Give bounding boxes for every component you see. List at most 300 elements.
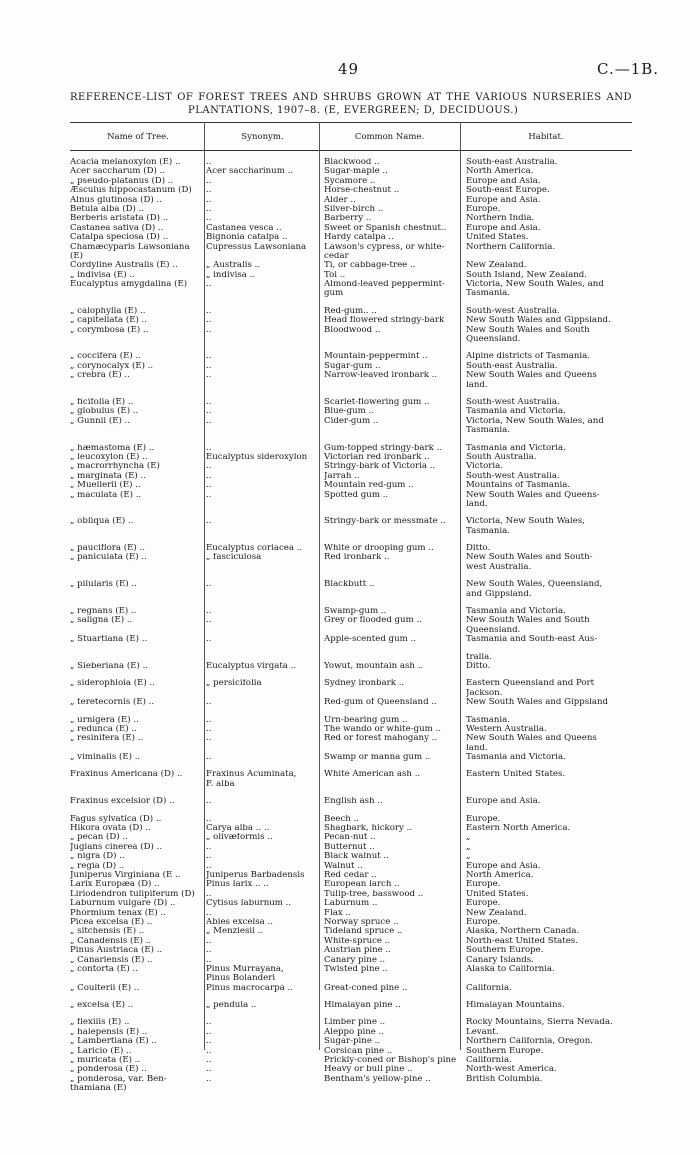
- habitat-cell: New South Wales and South: [466, 325, 590, 335]
- table-row: [0, 946, 700, 955]
- common-name-cell: Limber pine ..: [324, 1018, 386, 1028]
- table-row: [0, 956, 700, 965]
- table-row: [0, 186, 700, 195]
- habitat-cell: New South Wales and Gippsland: [466, 698, 609, 708]
- synonym-cell: ..: [206, 1065, 212, 1075]
- synonym-cell: Acer saccharinum ..: [206, 167, 294, 177]
- habitat-cell: Alaska, Northern Canada.: [466, 927, 580, 937]
- row-group-gap: [0, 671, 700, 679]
- tree-name-cell: „ Canariensis (E) ..: [70, 955, 153, 965]
- habitat-cell: South-east Australia.: [466, 361, 558, 371]
- common-name-cell: White or drooping gum ..: [324, 544, 434, 554]
- table-row: [0, 590, 700, 599]
- synonym-cell: ..: [206, 715, 212, 725]
- habitat-cell: New South Wales and Queens: [466, 371, 597, 381]
- tree-name-cell: „ Sieberiana (E) ..: [70, 661, 149, 671]
- synonym-cell: ..: [206, 158, 212, 167]
- row-group-gap: [0, 807, 700, 815]
- table-title-line-1: REFERENCE-LIST OF FOREST TREES AND SHRUBS GROWN AT THE VARIOUS NURSERIES AND: [70, 92, 632, 103]
- common-name-cell: Austrian pine ..: [324, 946, 391, 956]
- habitat-cell: California.: [466, 1056, 512, 1066]
- common-name-cell: Barberry ..: [324, 214, 372, 224]
- synonym-cell: ..: [206, 407, 212, 417]
- table-row: [0, 965, 700, 974]
- column-header-synonym: Synonym.: [241, 132, 284, 142]
- habitat-cell: Ditto.: [466, 661, 491, 671]
- common-name-cell: Walnut ..: [324, 861, 363, 871]
- tree-name-cell: Acacia melanoxylon (E) ..: [70, 158, 181, 167]
- synonym-cell: ..: [206, 204, 212, 214]
- table-row: [0, 1084, 700, 1093]
- table-row: [0, 880, 700, 889]
- common-name-cell: White American ash ..: [324, 770, 421, 780]
- tree-name-cell: Laburnum vulgare (D) ..: [70, 899, 176, 909]
- synonym-cell: ..: [206, 580, 212, 590]
- tree-name-cell: „ marginata (E) ..: [70, 471, 146, 481]
- tree-name-cell: Larix Europæa (D) ..: [70, 880, 160, 890]
- tree-name-cell: Hikora ovata (D) ..: [70, 824, 151, 834]
- synonym-cell: ..: [206, 1056, 212, 1066]
- common-name-cell: Corsican pine ..: [324, 1046, 393, 1056]
- synonym-cell: ..: [206, 698, 212, 708]
- synonym-cell: ..: [206, 797, 212, 807]
- tree-name-cell: „ halepensis (E) ..: [70, 1027, 148, 1037]
- habitat-cell: Tasmania and Victoria.: [466, 407, 566, 417]
- table-row: [0, 698, 700, 707]
- synonym-cell: „ olivæformis ..: [206, 833, 273, 843]
- table-row: [0, 453, 700, 462]
- habitat-cell: Europe.: [466, 204, 501, 214]
- column-header-name: Name of Tree.: [107, 132, 169, 142]
- synonym-cell: ..: [206, 280, 212, 290]
- common-name-cell: Tideland spruce ..: [324, 927, 403, 937]
- common-name-cell: Shagbark, hickory ..: [324, 824, 413, 834]
- common-name-cell: cedar: [324, 251, 349, 261]
- common-name-cell: Red-gum of Queensland ..: [324, 698, 437, 708]
- common-name-cell: Silver-birch ..: [324, 204, 384, 214]
- table-row: [0, 937, 700, 946]
- synonym-cell: Cupressus Lawsoniana: [206, 242, 307, 252]
- common-name-cell: Sugar-maple ..: [324, 167, 388, 177]
- common-name-cell: Sydney ironbark ..: [324, 679, 405, 689]
- table-row: [0, 1028, 700, 1037]
- habitat-cell: United States.: [466, 233, 529, 243]
- tree-name-cell: „ regia (D) ..: [70, 861, 125, 871]
- habitat-cell: North America.: [466, 871, 534, 880]
- habitat-cell: New South Wales and South: [466, 616, 590, 626]
- common-name-cell: European larch ..: [324, 880, 400, 890]
- common-name-cell: Stringy-bark or messmate ..: [324, 517, 446, 527]
- table-row: [0, 1065, 700, 1074]
- tree-name-cell: Æsculus hippocastanum (D): [70, 186, 192, 196]
- table-row: [0, 553, 700, 562]
- synonym-cell: „ persicifolia: [206, 679, 262, 689]
- habitat-cell: Europe and Asia.: [466, 223, 541, 233]
- table-row: [0, 307, 700, 316]
- habitat-cell: South Australia.: [466, 452, 537, 462]
- table-row: [0, 770, 700, 779]
- synonym-cell: ..: [206, 306, 212, 316]
- table-row: [0, 1047, 700, 1056]
- tree-name-cell: „ Gunnii (E) ..: [70, 416, 131, 426]
- habitat-cell: South-west Australia.: [466, 306, 560, 316]
- habitat-cell: New South Wales and Queens-: [466, 490, 600, 500]
- habitat-cell: Himalayan Mountains.: [466, 1001, 565, 1011]
- tree-name-cell: „ Lambertiana (E) ..: [70, 1037, 157, 1047]
- synonym-cell: Castanea vesca ..: [206, 223, 282, 233]
- tree-name-cell: „ viminalis (E) ..: [70, 753, 141, 763]
- habitat-cell: Europe and Asia.: [466, 176, 541, 186]
- habitat-cell: New South Wales and South-: [466, 553, 593, 563]
- habitat-cell: Tasmania.: [466, 289, 511, 299]
- synonym-cell: ..: [206, 186, 212, 196]
- habitat-cell: Eastern United States.: [466, 770, 566, 780]
- habitat-cell: Tasmania and Victoria.: [466, 753, 566, 763]
- habitat-cell: Europe.: [466, 899, 501, 909]
- header-rule-top: [70, 122, 632, 123]
- habitat-cell: South-east Europe.: [466, 186, 550, 196]
- common-name-cell: Himalayan pine ..: [324, 1001, 401, 1011]
- tree-name-cell: Alnus glutinosa (D) ..: [70, 195, 162, 205]
- habitat-cell: New South Wales and Gippsland.: [466, 316, 611, 326]
- tree-name-cell: „ redunca (E) ..: [70, 724, 137, 734]
- row-group-gap: [0, 762, 700, 770]
- common-name-cell: Aleppo pine ..: [324, 1027, 385, 1037]
- common-name-cell: Grey or flooded gum ..: [324, 616, 422, 626]
- synonym-cell: ..: [206, 842, 212, 852]
- table-row: [0, 824, 700, 833]
- table-row: [0, 833, 700, 842]
- habitat-cell: Tasmania and South-east Aus-: [466, 635, 598, 645]
- synonym-cell: ..: [206, 490, 212, 500]
- tree-name-cell: „ muricata (E) ..: [70, 1056, 141, 1066]
- table-row: [0, 261, 700, 270]
- common-name-cell: Prickly-coned or Bishop's pine: [324, 1056, 457, 1066]
- habitat-cell: Alpine districts of Tasmania.: [466, 352, 591, 362]
- row-group-gap: [0, 789, 700, 797]
- tree-name-cell: „ coccifera (E) ..: [70, 352, 141, 362]
- row-group-gap: [0, 993, 700, 1001]
- synonym-cell: ..: [206, 517, 212, 527]
- synonym-cell: Eucalyptus virgata ..: [206, 661, 297, 671]
- common-name-cell: Black walnut ..: [324, 852, 389, 862]
- table-row: [0, 371, 700, 380]
- habitat-cell: Queensland.: [466, 335, 521, 345]
- habitat-cell: Victoria, New South Wales,: [466, 517, 585, 527]
- synonym-cell: ..: [206, 325, 212, 335]
- tree-name-cell: „ maculata (E) ..: [70, 490, 142, 500]
- tree-name-cell: Betula alba (D) ..: [70, 204, 145, 214]
- habitat-cell: Mountains of Tasmania.: [466, 481, 571, 491]
- synonym-cell: ..: [206, 176, 212, 186]
- synonym-cell: ..: [206, 946, 212, 956]
- common-name-cell: Blackbutt ..: [324, 580, 375, 590]
- table-row: [0, 890, 700, 899]
- tree-name-cell: „ Canadensis (E) ..: [70, 936, 152, 946]
- synonym-cell: ..: [206, 1074, 212, 1084]
- common-name-cell: Norway spruce ..: [324, 917, 399, 927]
- row-group-gap: [0, 708, 700, 716]
- tree-name-cell: „ Laricio (E) ..: [70, 1046, 132, 1056]
- common-name-cell: Stringy-bark of Victoria ..: [324, 462, 436, 472]
- tree-name-cell: „ siderophloia (E) ..: [70, 679, 155, 689]
- table-row: [0, 744, 700, 753]
- common-name-cell: Pecan-nut ..: [324, 833, 376, 843]
- synonym-cell: ..: [206, 361, 212, 371]
- tree-name-cell: „ pseudo-platanus (D) ..: [70, 176, 174, 186]
- synonym-cell: ..: [206, 481, 212, 491]
- table-row: [0, 797, 700, 806]
- table-row: [0, 398, 700, 407]
- habitat-cell: Europe.: [466, 880, 501, 890]
- habitat-cell: land.: [466, 743, 488, 753]
- table-row: [0, 233, 700, 242]
- habitat-cell: „: [466, 833, 471, 843]
- habitat-cell: Jackson.: [466, 688, 503, 698]
- synonym-cell: ..: [206, 635, 212, 645]
- table-row: [0, 563, 700, 572]
- table-row: [0, 481, 700, 490]
- common-name-cell: Sugar-pine ..: [324, 1037, 381, 1047]
- table-row: [0, 426, 700, 435]
- synonym-cell: ..: [206, 724, 212, 734]
- habitat-cell: Rocky Mountains, Sierra Nevada.: [466, 1018, 613, 1028]
- tree-name-cell: „ contorta (E) ..: [70, 964, 138, 974]
- tree-name-cell: Juniperus Virginiana (E ..: [70, 871, 181, 880]
- table-row: [0, 909, 700, 918]
- table-row: [0, 280, 700, 289]
- habitat-cell: Tasmania and Victoria.: [466, 607, 566, 617]
- row-group-gap: [0, 509, 700, 517]
- synonym-cell: ..: [206, 753, 212, 763]
- common-name-cell: Sugar-gum ..: [324, 361, 381, 371]
- common-name-cell: White-spruce ..: [324, 936, 391, 946]
- table-row: [0, 974, 700, 983]
- common-name-cell: The wando or white-gum ..: [324, 724, 441, 734]
- table-row: [0, 444, 700, 453]
- tree-name-cell: „ crebra (E) ..: [70, 371, 130, 381]
- table-row: [0, 491, 700, 500]
- synonym-cell: „ pendula ..: [206, 1001, 257, 1011]
- common-name-cell: Great-coned pine ..: [324, 983, 408, 993]
- common-name-cell: Jarrah ..: [324, 471, 360, 481]
- table-row: [0, 214, 700, 223]
- habitat-cell: land.: [466, 499, 488, 509]
- table-row: [0, 662, 700, 671]
- synonym-cell: „ Australis ..: [206, 261, 261, 271]
- tree-name-cell: „ globulus (E) ..: [70, 407, 139, 417]
- table-row: [0, 607, 700, 616]
- synonym-cell: Cytisus laburnum ..: [206, 899, 292, 909]
- synonym-cell: ..: [206, 316, 212, 326]
- table-row: [0, 289, 700, 298]
- habitat-cell: California.: [466, 983, 512, 993]
- table-row: [0, 381, 700, 390]
- common-name-cell: Swamp-gum ..: [324, 607, 387, 617]
- synonym-cell: ..: [206, 889, 212, 899]
- tree-name-cell: „ resinifera (E) ..: [70, 734, 144, 744]
- page-number: 49: [338, 60, 360, 78]
- table-row: [0, 472, 700, 481]
- table-row: [0, 780, 700, 789]
- synonym-cell: ..: [206, 397, 212, 407]
- common-name-cell: Bentham's yellow-pine ..: [324, 1074, 431, 1084]
- habitat-cell: Northern California, Oregon.: [466, 1037, 593, 1047]
- tree-name-cell: „ regnans (E) ..: [70, 607, 137, 617]
- synonym-cell: ..: [206, 955, 212, 965]
- tree-name-cell: „ paniculata (E) ..: [70, 553, 147, 563]
- common-name-cell: Mountain-peppermint ..: [324, 352, 428, 362]
- habitat-cell: North America.: [466, 167, 534, 177]
- table-row: [0, 653, 700, 662]
- tree-name-cell: „ flexilis (E) ..: [70, 1018, 130, 1028]
- common-name-cell: Yowut, mountain ash ..: [324, 661, 424, 671]
- synonym-cell: ..: [206, 443, 212, 453]
- habitat-cell: Northern India.: [466, 214, 535, 224]
- habitat-cell: tralia.: [466, 652, 493, 662]
- habitat-cell: and Gippsland.: [466, 589, 532, 599]
- common-name-cell: Blue-gum ..: [324, 407, 374, 417]
- common-name-cell: Beech ..: [324, 814, 360, 824]
- synonym-cell: ..: [206, 861, 212, 871]
- synonym-cell: Abies excelsa ..: [206, 917, 273, 927]
- tree-name-cell: „ calophylla (E) ..: [70, 306, 146, 316]
- synonym-cell: Pinus Murrayana,: [206, 964, 284, 974]
- table-row: [0, 362, 700, 371]
- habitat-cell: North-east United States.: [466, 936, 578, 946]
- synonym-cell: Juniperus Barbadensis: [206, 871, 305, 880]
- habitat-cell: British Columbia.: [466, 1074, 543, 1084]
- table-row: [0, 815, 700, 824]
- tree-name-cell: Fraxinus Americana (D) ..: [70, 770, 183, 780]
- tree-name-cell: „ corymbosa (E) ..: [70, 325, 149, 335]
- table-row: [0, 1056, 700, 1065]
- table-row: [0, 580, 700, 589]
- table-row: [0, 271, 700, 280]
- table-row: [0, 500, 700, 509]
- synonym-cell: Carya alba .. ..: [206, 824, 270, 834]
- synonym-cell: ..: [206, 1037, 212, 1047]
- tree-name-cell: Liriodendron tulipiferum (D): [70, 889, 195, 899]
- tree-name-cell: Acer saccharum (D) ..: [70, 167, 166, 177]
- common-name-cell: Red-gum.. ..: [324, 306, 377, 316]
- tree-name-cell: „ pauciflora (E) ..: [70, 544, 145, 554]
- table-row: [0, 679, 700, 688]
- habitat-cell: South-west Australia.: [466, 471, 560, 481]
- table-row: [0, 725, 700, 734]
- synonym-cell: ..: [206, 607, 212, 617]
- synonym-cell: ..: [206, 1027, 212, 1037]
- tree-name-cell: „ nigra (D) ..: [70, 852, 125, 862]
- row-group-gap: [0, 645, 700, 653]
- tree-name-cell: thamiana (E): [70, 1084, 127, 1094]
- synonym-cell: ..: [206, 734, 212, 744]
- common-name-cell: Blackwood ..: [324, 158, 380, 167]
- table-row: [0, 326, 700, 335]
- synonym-cell: ..: [206, 371, 212, 381]
- tree-name-cell: „ Coulterii (E) ..: [70, 983, 140, 993]
- tree-name-cell: „ Stuartiana (E) ..: [70, 635, 148, 645]
- table-row: [0, 224, 700, 233]
- common-name-cell: Butternut ..: [324, 842, 375, 852]
- table-row: [0, 1037, 700, 1046]
- common-name-cell: Lawson's cypress, or white-: [324, 242, 445, 252]
- table-row: [0, 158, 700, 167]
- table-row: [0, 871, 700, 880]
- synonym-cell: ..: [206, 616, 212, 626]
- table-row: [0, 862, 700, 871]
- tree-name-cell: Picea excelsa (E) ..: [70, 917, 153, 927]
- habitat-cell: Eastern Queensland and Port: [466, 679, 595, 689]
- synonym-cell: ..: [206, 462, 212, 472]
- table-row: [0, 462, 700, 471]
- row-group-gap: [0, 344, 700, 352]
- tree-name-cell: „ ficifolia (E) ..: [70, 397, 134, 407]
- common-name-cell: Sycamore ..: [324, 176, 376, 186]
- common-name-cell: Scarlet-flowering gum ..: [324, 397, 430, 407]
- tree-name-cell: Pinus Austriaca (E) ..: [70, 946, 163, 956]
- tree-name-cell: „ leucoxylon (E) ..: [70, 452, 148, 462]
- tree-name-cell: „ indivisa (E) ..: [70, 270, 135, 280]
- table-row: [0, 852, 700, 861]
- column-header-common-name: Common Name.: [354, 132, 425, 142]
- table-row: [0, 167, 700, 176]
- common-name-cell: Mountain red-gum ..: [324, 481, 414, 491]
- table-title: [70, 91, 632, 117]
- table-row: [0, 716, 700, 725]
- table-row: [0, 626, 700, 635]
- tree-name-cell: „ corynocalyx (E) ..: [70, 361, 154, 371]
- common-name-cell: Head flowered stringy-bark: [324, 316, 445, 326]
- habitat-cell: Europe.: [466, 814, 501, 824]
- common-name-cell: gum: [324, 289, 344, 299]
- synonym-cell: ..: [206, 814, 212, 824]
- table-row: [0, 243, 700, 252]
- common-name-cell: Laburnum ..: [324, 899, 378, 909]
- habitat-cell: Southern Europe.: [466, 946, 544, 956]
- table-row: [0, 635, 700, 644]
- tree-name-cell: Cordyline Australis (E) ..: [70, 261, 178, 271]
- common-name-cell: Sweet or Spanish chestnut..: [324, 223, 447, 233]
- habitat-cell: New Zealand.: [466, 261, 527, 271]
- tree-name-cell: Castanea sativa (D) ..: [70, 223, 164, 233]
- tree-name-cell: „ capitellata (E) ..: [70, 316, 148, 326]
- habitat-cell: South-west Australia.: [466, 397, 560, 407]
- table-title-line-2: PLANTATIONS, 1907–8. (E, EVERGREEN; D, DECIDUOUS.): [188, 105, 519, 116]
- table-row: [0, 407, 700, 416]
- habitat-cell: Europe and Asia.: [466, 195, 541, 205]
- table-row: [0, 616, 700, 625]
- common-name-cell: Red cedar ..: [324, 871, 377, 880]
- table-row: [0, 527, 700, 536]
- table-row: [0, 417, 700, 426]
- column-header-habitat: Habitat.: [528, 132, 564, 142]
- synonym-cell: „ Menziesii ..: [206, 927, 264, 937]
- common-name-cell: Apple-scented gum ..: [324, 635, 416, 645]
- synonym-cell: Fraxinus Acuminata,: [206, 770, 297, 780]
- habitat-cell: Tasmania.: [466, 526, 511, 536]
- habitat-cell: Western Australia.: [466, 724, 547, 734]
- common-name-cell: Red or forest mahogany ..: [324, 734, 438, 744]
- tree-name-cell: „ excelsa (E) ..: [70, 1001, 134, 1011]
- tree-name-cell: „ urnigera (E) ..: [70, 715, 139, 725]
- common-name-cell: Swamp or manna gum ..: [324, 753, 431, 763]
- common-name-cell: Urn-bearing gum ..: [324, 715, 408, 725]
- table-row: [0, 544, 700, 553]
- table-row: [0, 252, 700, 261]
- table-row: [0, 753, 700, 762]
- row-group-gap: [0, 599, 700, 607]
